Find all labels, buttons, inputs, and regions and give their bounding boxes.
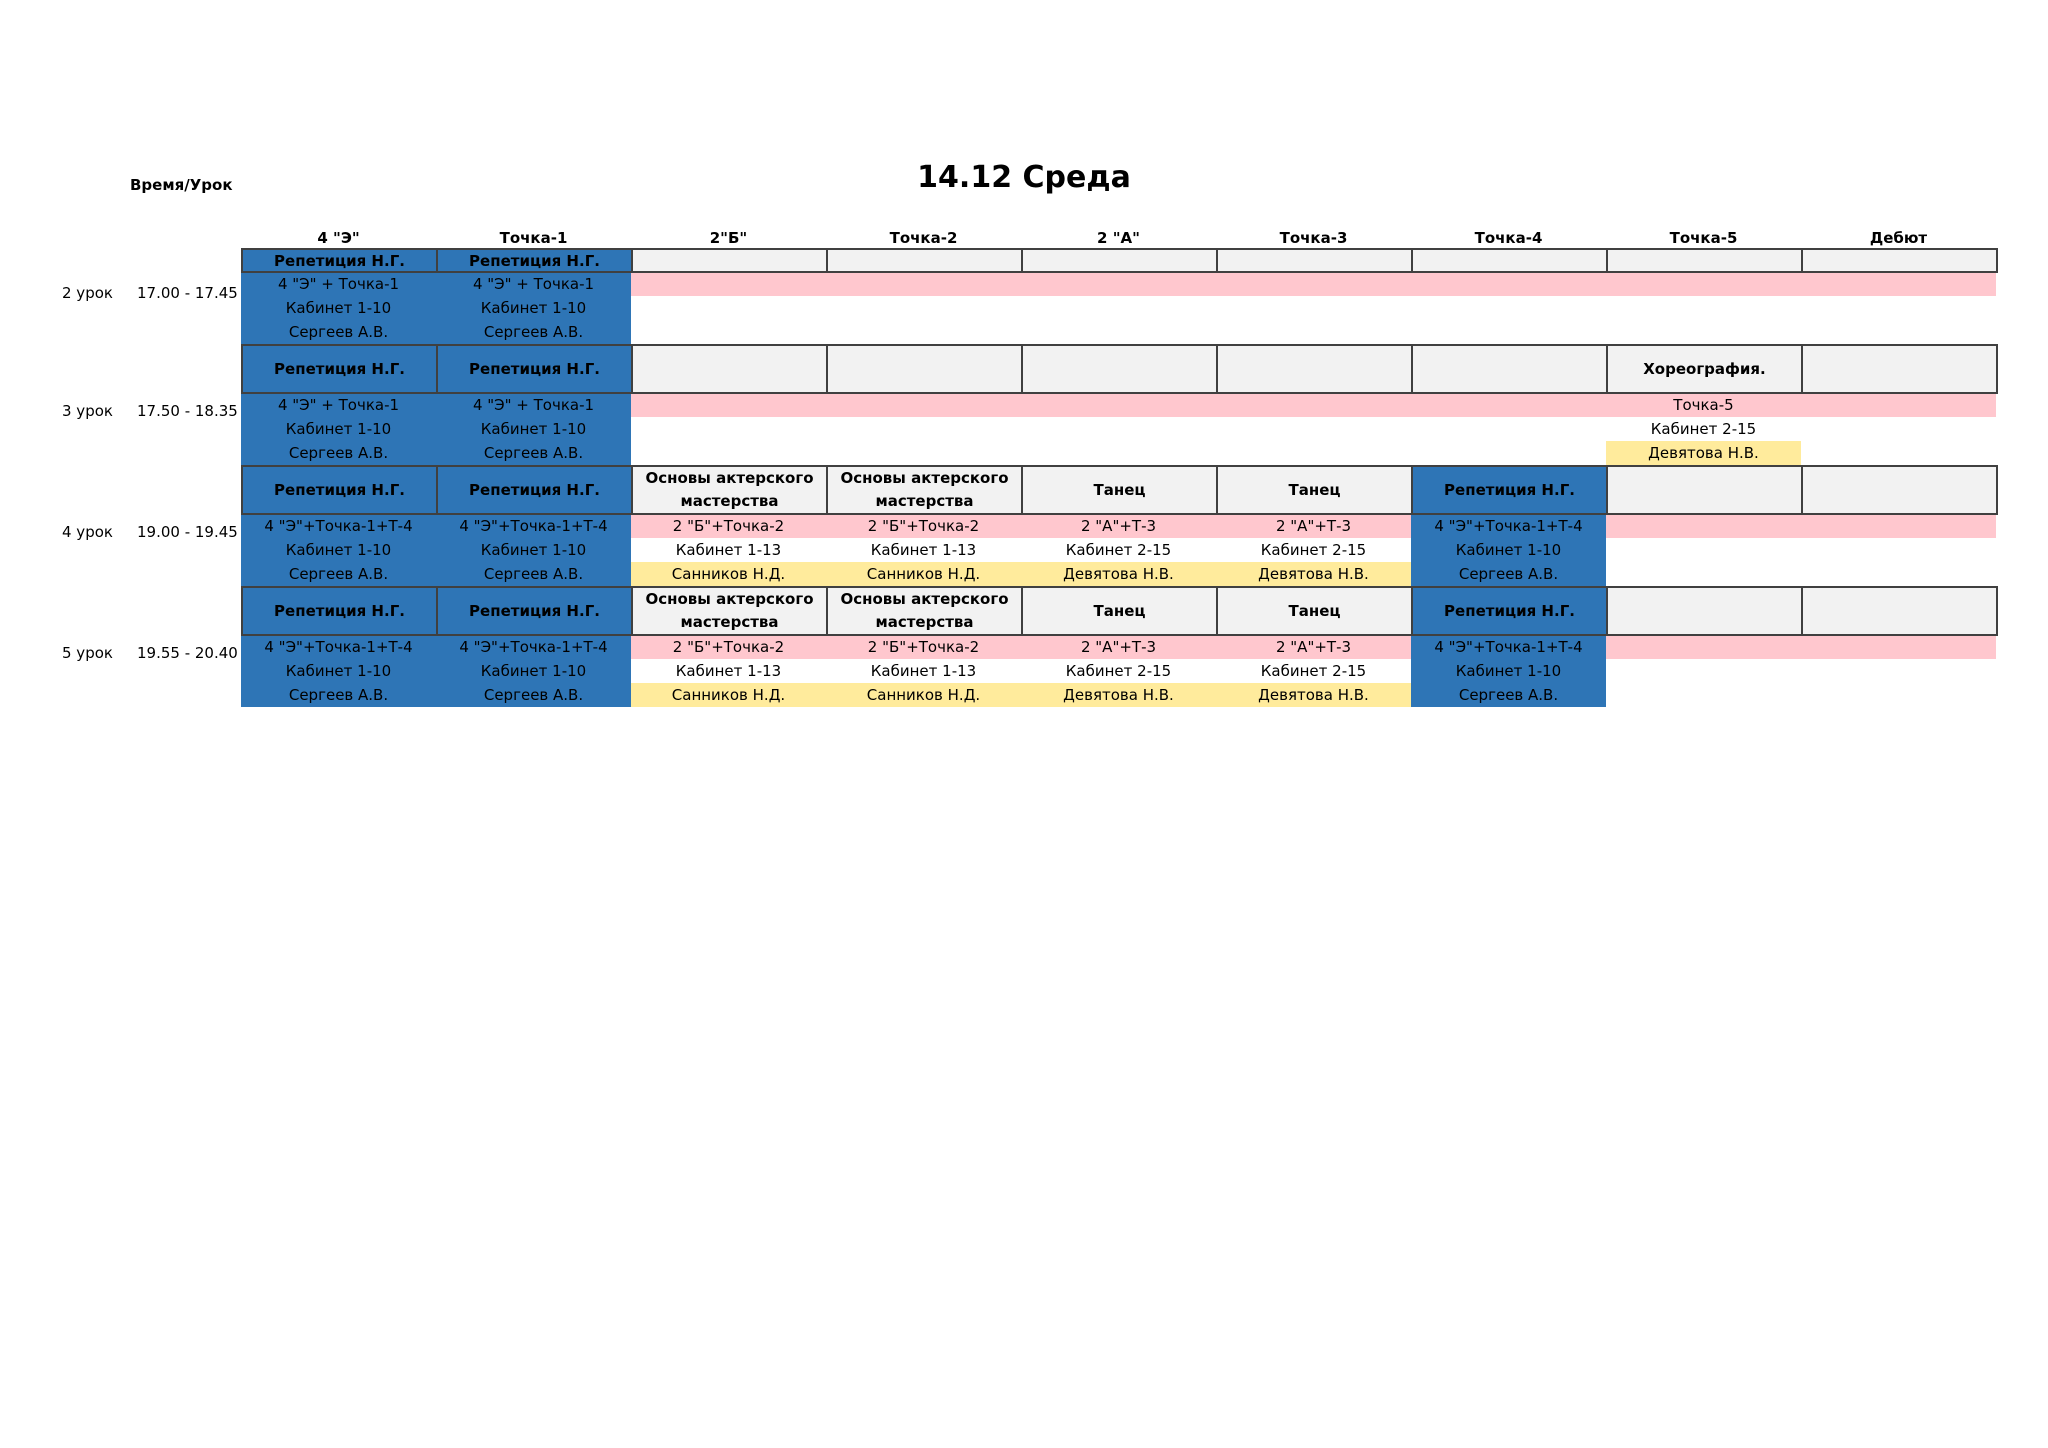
cell-line: Сергеев А.В. [483,686,584,704]
lesson-header-cell [1606,465,1803,515]
lesson-header-cell: Репетиция Н.Г. [241,586,438,636]
lesson-header-cell [1411,248,1608,273]
column-header: Дебют [1869,229,1928,247]
lesson-header-cell: Репетиция Н.Г. [436,586,633,636]
cell-line: Кабинет 1-10 [480,541,587,559]
cell-line: Кабинет 1-10 [285,299,392,317]
cell-line: Кабинет 1-10 [1455,662,1562,680]
column-header: 2"Б" [709,229,748,247]
lesson-number: 5 урок [62,644,113,662]
time-lesson-label: Время/Урок [130,176,233,194]
cell-line: Сергеев А.В. [288,686,389,704]
cell-line: Кабинет 2-15 [1065,541,1172,559]
cell-line: Сергеев А.В. [288,565,389,583]
cell-line: 4 "Э" + Точка-1 [472,275,595,293]
cell-line: Кабинет 2-15 [1260,662,1367,680]
cell-line: Кабинет 1-10 [480,662,587,680]
lesson-time: 19.00 - 19.45 [137,523,238,541]
cell-line: Кабинет 1-10 [285,541,392,559]
cell-line: Кабинет 1-13 [870,662,977,680]
column-header: Точка-4 [1474,229,1543,247]
lesson-header-cell: Репетиция Н.Г. [1411,586,1608,636]
cell-line: Сергеев А.В. [483,323,584,341]
cell-line: 4 "Э"+Точка-1+Т-4 [264,517,413,535]
lesson-header-cell [631,344,828,394]
cell-line: Кабинет 2-15 [1650,420,1757,438]
column-header: Точка-5 [1669,229,1738,247]
lesson-header-cell [1216,344,1413,394]
cell-line: 4 "Э"+Точка-1+Т-4 [264,638,413,656]
highlight-band [631,272,1996,296]
cell-line: 4 "Э"+Точка-1+Т-4 [1434,638,1583,656]
cell-line: Девятова Н.В. [1063,565,1174,583]
cell-line: 4 "Э"+Точка-1+Т-4 [1434,517,1583,535]
cell-line: Санников Н.Д. [866,686,981,704]
cell-line: 2 "А"+Т-3 [1275,638,1352,656]
lesson-header-cell [1801,586,1998,636]
lesson-header-cell [1606,248,1803,273]
cell-line: 2 "Б"+Точка-2 [672,517,785,535]
cell-line: Кабинет 1-10 [1455,541,1562,559]
cell-line: Девятова Н.В. [1258,565,1369,583]
lesson-header-cell: Репетиция Н.Г. [241,344,438,394]
cell-line: Санников Н.Д. [671,686,786,704]
lesson-header-cell [1021,248,1218,273]
cell-line: Кабинет 2-15 [1260,541,1367,559]
cell-line: Кабинет 1-10 [285,420,392,438]
cell-line: Девятова Н.В. [1063,686,1174,704]
cell-line: Санников Н.Д. [866,565,981,583]
cell-line: 4 "Э"+Точка-1+Т-4 [459,517,608,535]
lesson-header-cell: Танец [1216,465,1413,515]
cell-line: Сергеев А.В. [1458,686,1559,704]
cell-line: Девятова Н.В. [1258,686,1369,704]
cell-line: Девятова Н.В. [1648,444,1759,462]
lesson-number: 2 урок [62,284,113,302]
cell-line: 2 "А"+Т-3 [1275,517,1352,535]
lesson-header-cell: Репетиция Н.Г. [436,248,633,273]
lesson-time: 17.50 - 18.35 [137,402,238,420]
lesson-time: 17.00 - 17.45 [137,284,238,302]
lesson-header-cell [1216,248,1413,273]
cell-line: Сергеев А.В. [1458,565,1559,583]
lesson-number: 4 урок [62,523,113,541]
lesson-header-cell: Репетиция Н.Г. [1411,465,1608,515]
cell-line: 4 "Э" + Точка-1 [277,275,400,293]
cell-line: Сергеев А.В. [483,565,584,583]
lesson-number: 3 урок [62,402,113,420]
cell-line: Кабинет 1-10 [480,299,587,317]
lesson-header-cell: Танец [1021,586,1218,636]
lesson-header-cell [1801,344,1998,394]
cell-line: Кабинет 1-10 [285,662,392,680]
cell-line: Кабинет 1-13 [675,662,782,680]
lesson-header-cell [1801,248,1998,273]
lesson-header-cell [1021,344,1218,394]
cell-line: 2 "А"+Т-3 [1080,638,1157,656]
cell-line: Кабинет 2-15 [1065,662,1172,680]
column-header: 2 "А" [1097,229,1140,247]
cell-line: 2 "Б"+Точка-2 [867,638,980,656]
page-title: 14.12 Среда [917,160,1131,195]
lesson-header-cell: Танец [1216,586,1413,636]
column-header: Точка-1 [499,229,568,247]
cell-line: Кабинет 1-10 [480,420,587,438]
cell-line: Кабинет 1-13 [870,541,977,559]
cell-line: 2 "А"+Т-3 [1080,517,1157,535]
cell-line: Сергеев А.В. [288,444,389,462]
lesson-header-cell: Репетиция Н.Г. [241,465,438,515]
cell-line: Кабинет 1-13 [675,541,782,559]
lesson-header-cell [1411,344,1608,394]
column-header: 4 "Э" [317,229,360,247]
cell-line: 4 "Э" + Точка-1 [277,396,400,414]
lesson-header-cell [631,248,828,273]
cell-line: 4 "Э" + Точка-1 [472,396,595,414]
lesson-header-cell: Хореография. [1606,344,1803,394]
cell-line: 2 "Б"+Точка-2 [867,517,980,535]
cell-line: Сергеев А.В. [483,444,584,462]
column-header: Точка-3 [1279,229,1348,247]
cell-line: Санников Н.Д. [671,565,786,583]
lesson-header-cell: Основы актерского мастерства [826,586,1023,636]
lesson-header-cell [826,248,1023,273]
lesson-header-cell: Основы актерского мастерства [826,465,1023,515]
lesson-header-cell [826,344,1023,394]
lesson-header-cell: Танец [1021,465,1218,515]
cell-line: 2 "Б"+Точка-2 [672,638,785,656]
lesson-time: 19.55 - 20.40 [137,644,238,662]
cell-line: Точка-5 [1673,396,1734,414]
lesson-header-cell [1606,586,1803,636]
lesson-header-cell: Репетиция Н.Г. [436,344,633,394]
lesson-header-cell: Репетиция Н.Г. [436,465,633,515]
cell-line: Сергеев А.В. [288,323,389,341]
lesson-header-cell [1801,465,1998,515]
column-header: Точка-2 [889,229,958,247]
lesson-header-cell: Основы актерского мастерства [631,465,828,515]
lesson-header-cell: Основы актерского мастерства [631,586,828,636]
cell-line: 4 "Э"+Точка-1+Т-4 [459,638,608,656]
lesson-header-cell: Репетиция Н.Г. [241,248,438,273]
